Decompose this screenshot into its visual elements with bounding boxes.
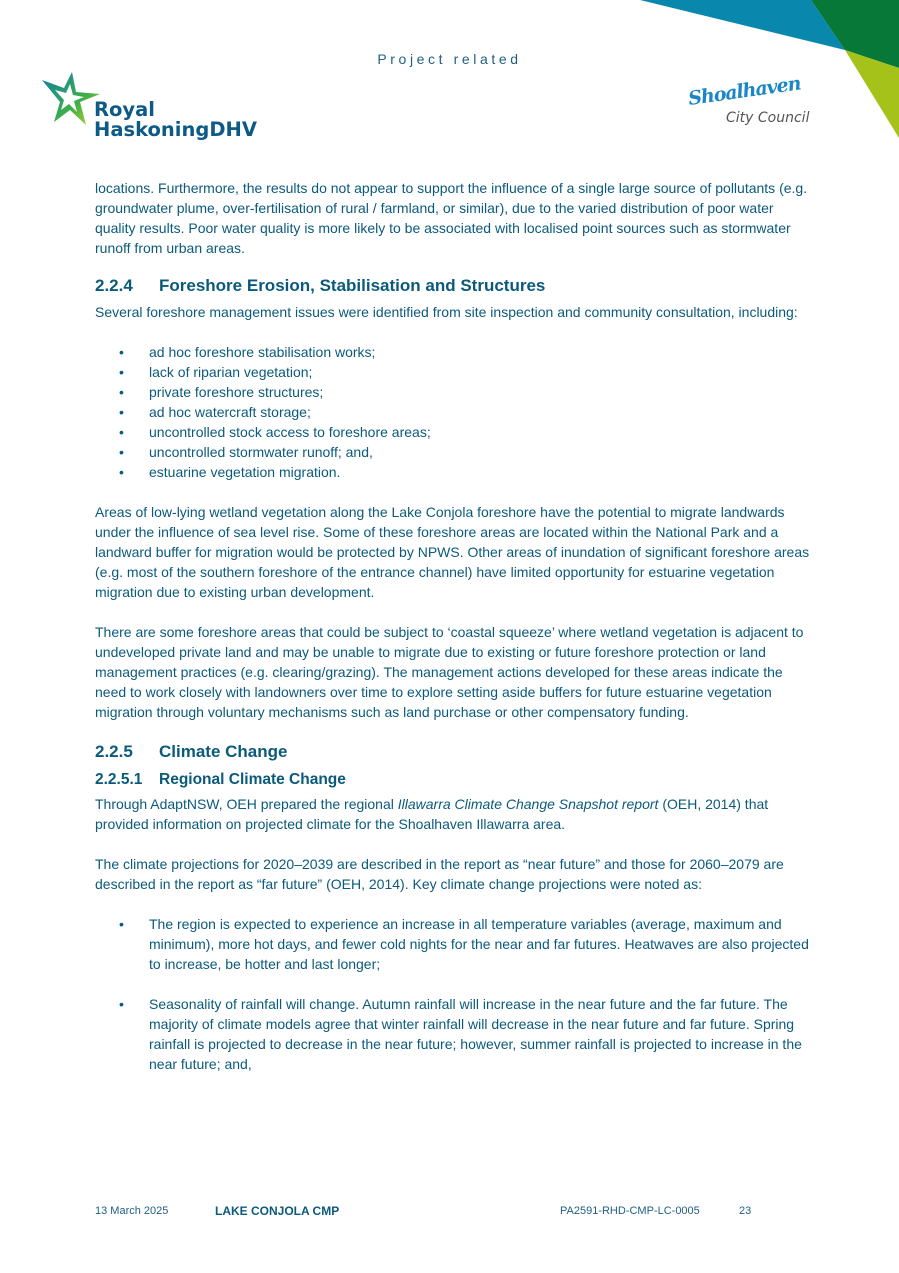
subsection-number: 2.2.5.1 xyxy=(95,771,143,788)
bullet-icon: • xyxy=(119,464,124,480)
royal-haskoningdhv-logo xyxy=(42,70,257,146)
bullet-icon: • xyxy=(119,344,124,360)
coastal-squeeze-paragraph: There are some foreshore areas that could be subject to ‘coastal squeeze’ where wetland vegetation is adjacent to undeveloped private land and may be unable to migrate due to existing or future foreshore protection or land management practices (e.g. clearing/grazing). The management actions developed for these areas indicate the need to work closely with landowners over time to explore setting aside buffers for future estuarine vegetation migration through voluntary mechanisms such as land purchase or other compensatory funding. xyxy=(95,624,804,720)
logo-script-shoalhaven: Shoalhaven xyxy=(686,72,802,110)
section-number: 2.2.5 xyxy=(95,742,133,761)
adaptnsw-paragraph: Through AdaptNSW, OEH prepared the regional Illawarra Climate Change Snapshot report (OEH, 2014) that provided information on projected climate for the Shoalhaven Illawarra area. xyxy=(95,796,769,832)
list-item: • Seasonality of rainfall will change. Autumn rainfall will increase in the near future and the far future. The majority of climate models agree that winter rainfall will decrease in the near future and far future. Spring rainfall is projected to decrease in the near future; however, summer rainfall is projected to increase in the near future; and, xyxy=(119,996,802,1072)
list-item: • private foreshore structures; xyxy=(119,384,324,400)
list-item: • The region is expected to experience an increase in all temperature variables (average, maximum and minimum), more hot days, and fewer cold nights for the near and far futures. Heatwaves are also projected to increase, be hotter and last longer; xyxy=(119,916,809,972)
list-item: • lack of riparian vegetation; xyxy=(119,364,313,380)
footer-date: 13 March 2025 xyxy=(95,1205,169,1217)
list-item: • uncontrolled stormwater runoff; and, xyxy=(119,444,373,460)
intro-paragraph: locations. Furthermore, the results do not appear to support the influence of a single large source of pollutants (e.g. groundwater plume, over-fertilisation of rural / farmland, or similar), due to the varied distribution of poor water quality results. Poor water quality is more likely to be associated with localised point sources such as stormwater runoff from urban areas. xyxy=(95,180,808,256)
classification-label: Project related xyxy=(377,51,522,67)
shoalhaven-city-council-logo xyxy=(686,72,821,132)
report-title-italic: Illawarra Climate Change Snapshot report xyxy=(397,796,659,812)
list-item: • ad hoc watercraft storage; xyxy=(119,404,311,420)
bullet-icon: • xyxy=(119,364,124,380)
bullet-icon: • xyxy=(119,404,124,420)
climate-projections-list xyxy=(95,914,815,1074)
subsection-title: Regional Climate Change xyxy=(159,771,346,788)
list-item: • estuarine vegetation migration. xyxy=(119,464,341,480)
logo-line-royal: Royal xyxy=(94,98,155,121)
bullet-icon: • xyxy=(119,424,124,440)
section-title: Climate Change xyxy=(159,742,288,761)
subsection-heading-2-2-5-1 xyxy=(95,770,815,790)
logo-line-haskoningdhv: HaskoningDHV xyxy=(94,118,257,141)
list-item: • uncontrolled stock access to foreshore areas; xyxy=(119,424,431,440)
wetland-migration-paragraph: Areas of low-lying wetland vegetation along the Lake Conjola foreshore have the potential to migrate landwards under the influence of sea level rise. Some of these foreshore areas are located within the National Park and a landward buffer for migration would be protected by NPWS. Other areas of inundation of significant foreshore areas (e.g. most of the southern foreshore of the entrance channel) have limited opportunity for estuarine vegetation migration due to existing urban development. xyxy=(95,504,810,600)
footer-document-code: PA2591-RHD-CMP-LC-0005 xyxy=(560,1205,700,1217)
bullet-icon: • xyxy=(119,916,124,932)
section-title: Foreshore Erosion, Stabilisation and Structures xyxy=(159,276,546,295)
footer-document-title: LAKE CONJOLA CMP xyxy=(215,1204,340,1218)
section-number: 2.2.4 xyxy=(95,276,133,295)
section-heading-2-2-5 xyxy=(95,742,815,762)
document-body xyxy=(95,178,815,1094)
bullet-icon: • xyxy=(119,996,124,1012)
logo-city-council: City Council xyxy=(726,110,810,126)
bullet-icon: • xyxy=(119,384,124,400)
bullet-icon: • xyxy=(119,444,124,460)
section-heading-2-2-4 xyxy=(95,276,815,296)
list-item: • ad hoc foreshore stabilisation works; xyxy=(119,344,376,360)
footer-page-number: 23 xyxy=(739,1205,752,1217)
section-lead-paragraph: Several foreshore management issues were identified from site inspection and community consultation, including: xyxy=(95,304,798,320)
star-logo-icon xyxy=(42,70,102,130)
climate-projections-paragraph: The climate projections for 2020–2039 are described in the report as “near future” and those for 2060–2079 are described in the report as “far future” (OEH, 2014). Key climate change projections were noted as: xyxy=(95,856,784,892)
foreshore-issues-list xyxy=(95,342,815,482)
